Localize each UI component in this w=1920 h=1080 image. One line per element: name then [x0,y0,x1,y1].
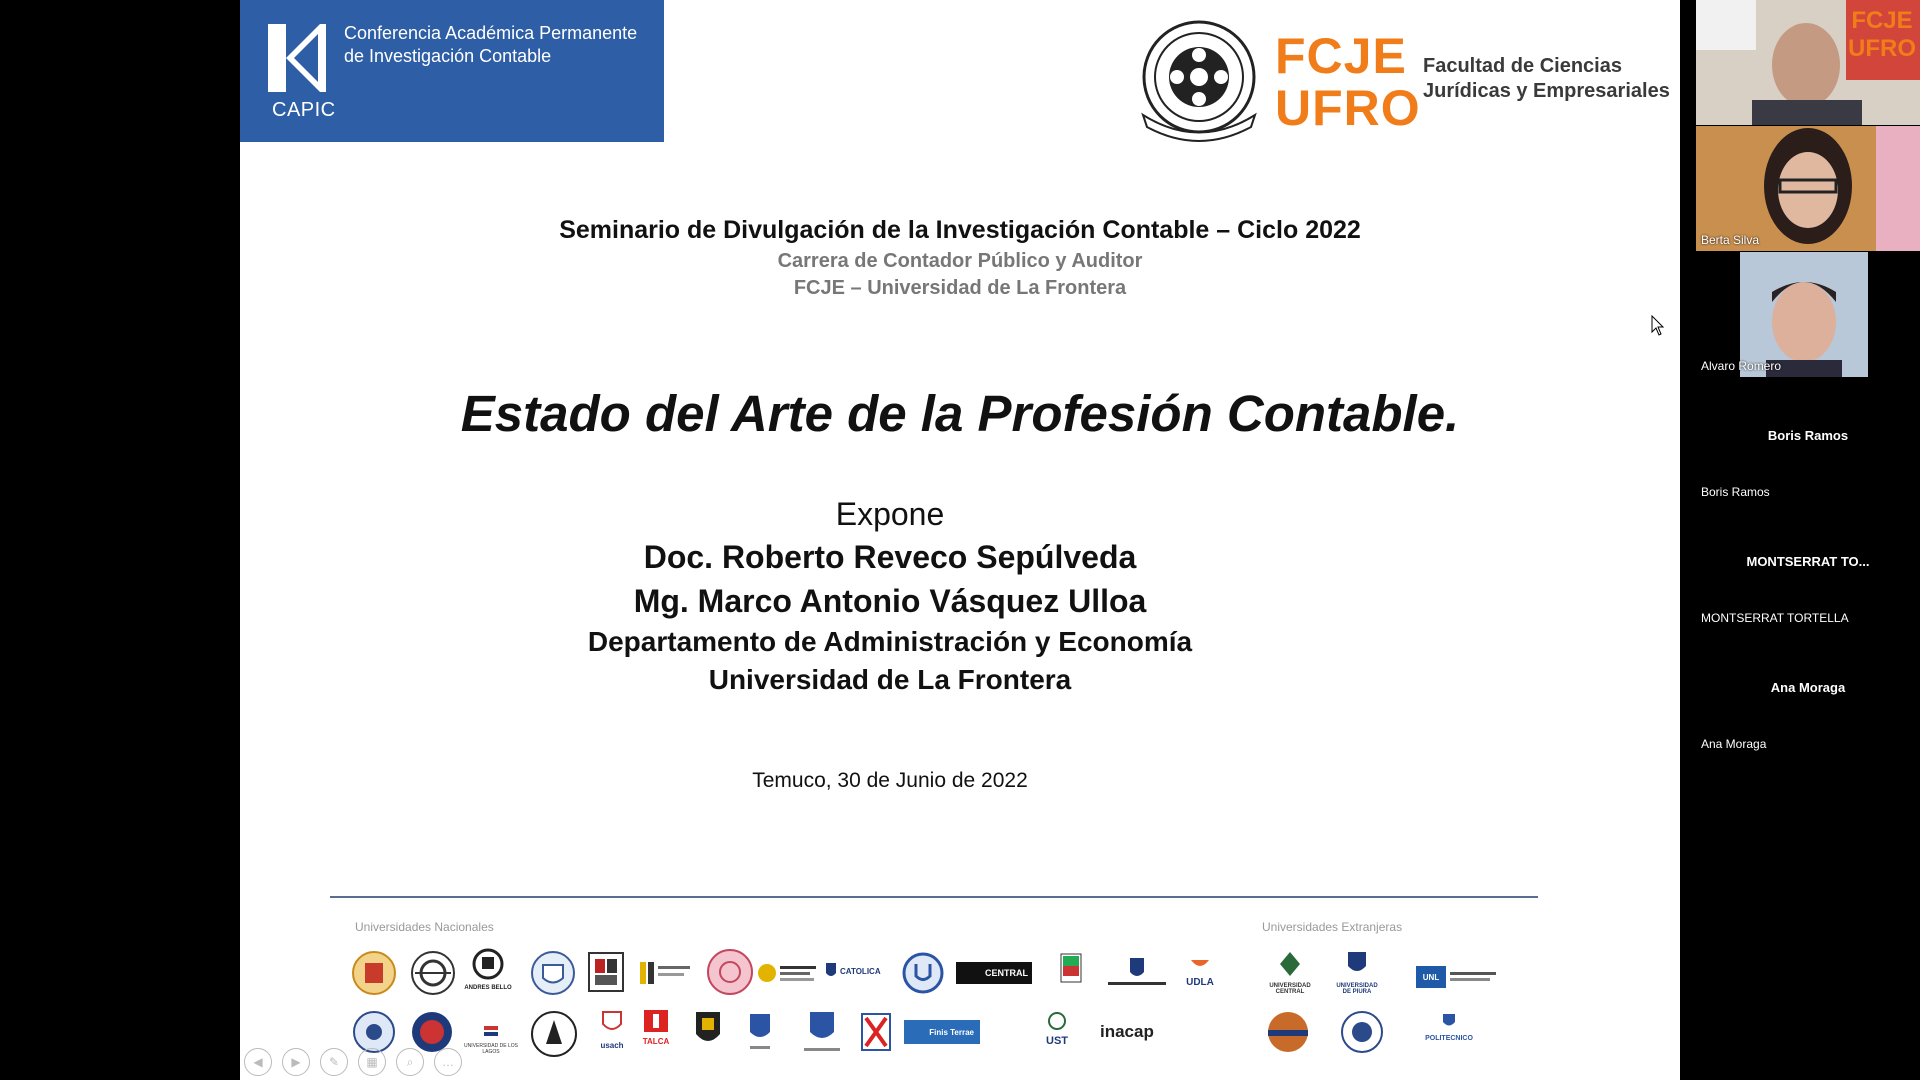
seminar-subtitle-1: Carrera de Contador Público y Auditor [777,250,1143,272]
seminar-subtitle-2: FCJE – Universidad de La Frontera [793,277,1127,299]
piura-text: UNIVERSIDAD DE PIURA [1336,983,1378,995]
capic-title [344,22,664,68]
andres-bello-emblem-icon [472,948,504,980]
presentation-slide [240,0,1680,1080]
catolica-logo [825,962,897,980]
los-lagos-text: UNIVERSIDAD DE LOS LAGOS [464,1043,518,1055]
participant-tile-montserrat-tortella[interactable] [1696,504,1920,629]
udla-text: UDLA [1186,977,1214,988]
left-black-area [0,0,240,1080]
capic-title-line1: Conferencia Académica Permanente [344,23,638,43]
ust-logo [1042,1012,1072,1047]
slideshow-prev-button[interactable]: ◀ [244,1048,272,1076]
ust-text: UST [1046,1035,1068,1047]
andres-bello-text: ANDRES BELLO [464,985,512,991]
fcje-logo-line1: FCJE [1275,28,1407,84]
university-logo-5-icon [586,950,626,994]
slideshow-pen-button[interactable]: ✎ [320,1048,348,1076]
main-title: Estado del Arte de la Profesión Contable. [460,385,1460,442]
university-logo-23-icon [800,1010,844,1056]
central-logo [956,962,1032,984]
inacap-text: inacap [1100,1022,1154,1041]
university-logo-18-icon [530,1010,578,1058]
participant-tile-boris-ramos[interactable] [1696,378,1920,503]
slideshow-more-button[interactable]: … [434,1048,462,1076]
capic-logo-icon [268,24,326,92]
catolica-shield-icon [825,962,837,980]
capic-title-line2: de Investigación Contable [344,46,552,66]
university-logo-12-icon [1056,950,1086,996]
ust-emblem-icon [1048,1012,1066,1030]
participant-display-name: MONTSERRAT TO... [1746,554,1870,569]
udla-emblem-icon [1189,956,1211,972]
u-central-ext-text: UNIVERSIDAD CENTRAL [1269,983,1311,995]
usach-text: usach [600,1041,624,1050]
speaker-1: Doc. Roberto Reveco Sepúlveda [643,539,1137,575]
university-logo-24-icon [860,1012,892,1052]
piura-emblem-icon [1345,950,1369,978]
finis-terrae-text: Finis Terrae [929,1027,974,1037]
participant-video-host [1696,0,1920,125]
politecnico-text: POLITECNICO [1425,1035,1473,1042]
usach-logo [596,1010,628,1050]
participant-tile-berta-silva[interactable] [1696,126,1920,251]
talca-emblem-icon [642,1010,670,1032]
piura-logo [1332,950,1382,995]
speaker-2: Mg. Marco Antonio Vásquez Ulloa [633,583,1147,619]
university-logo-2-icon [410,950,456,996]
participant-tile-host[interactable] [1696,0,1920,125]
university-logo-21-icon [688,1010,728,1056]
unl-wordmark-icon [1450,970,1500,984]
capic-label: CAPIC [272,99,336,121]
university-logo-10-icon [902,952,944,994]
central-text: CENTRAL [985,968,1028,978]
slideshow-zoom-button[interactable]: ⌕ [396,1048,424,1076]
slideshow-grid-button[interactable]: ▦ [358,1048,386,1076]
participant-display-name: Ana Moraga [1770,680,1846,695]
los-lagos-logo [462,1025,520,1055]
foreign-university-logo-1-icon [1266,1010,1310,1054]
participant-display-name: Boris Ramos [1767,428,1849,443]
participant-name: MONTSERRAT TORTELLA [1701,611,1849,625]
logos-extranjeras-label: Universidades Extranjeras [1262,920,1403,934]
u-central-ext-emblem-icon [1278,950,1302,978]
fcje-logo-line2: UFRO [1275,80,1421,136]
university-logo-6-icon [638,958,694,988]
capic-banner [240,0,664,142]
catolica-text: CATOLICA [840,966,881,976]
logos-nacionales-label: Universidades Nacionales [355,920,494,934]
university-logo-4-icon [530,950,576,996]
inacap-logo [1100,1022,1172,1042]
mouse-cursor-icon [1651,315,1665,337]
svg-text:UFRO: UFRO [1848,35,1916,62]
faculty-name-line1: Facultad de Ciencias [1423,55,1622,77]
university-logo-7-icon [706,948,754,996]
talca-logo [638,1010,674,1046]
andres-bello-logo [462,948,514,991]
politecnico-emblem-icon [1441,1012,1457,1030]
participant-tile-alvaro-romero[interactable] [1696,252,1920,377]
faculty-name [1423,54,1670,104]
unl-text: UNL [1422,972,1440,982]
slideshow-next-button[interactable]: ▶ [282,1048,310,1076]
usach-emblem-icon [601,1010,623,1036]
u-central-ext-logo [1262,950,1318,995]
expone-label: Expone [835,496,945,532]
participant-name: Ana Moraga [1701,737,1767,751]
participant-name: Alvaro Romero [1701,359,1782,373]
seminar-title: Seminario de Divulgación de la Investigación Contable – Ciclo 2022 [559,216,1361,244]
participant-tile-ana-moraga[interactable] [1696,630,1920,755]
university: Universidad de La Frontera [708,664,1072,695]
presentation-date: Temuco, 30 de Junio de 2022 [752,769,1028,792]
university-seal-icon [1133,15,1265,147]
participant-name: Boris Ramos [1701,485,1770,499]
udla-logo [1180,956,1220,988]
talca-text: TALCA [642,1037,670,1046]
participant-name: Berta Silva [1701,233,1760,247]
university-logo-13-icon [1104,955,1170,991]
fcje-ufro-logo [1275,30,1421,134]
politecnico-logo [1416,1012,1482,1042]
university-logo-22-icon [746,1012,774,1056]
svg-text:FCJE: FCJE [1851,7,1913,34]
unl-logo [1416,966,1446,988]
divider-line [330,896,1538,898]
foreign-university-logo-2-icon [1340,1010,1384,1054]
participants-panel [1680,0,1920,1080]
finis-terrae-logo [904,1020,980,1044]
department: Departamento de Administración y Economía [587,626,1193,657]
faculty-name-line2: Jurídicas y Empresariales [1423,80,1670,102]
university-logo-1-icon [351,950,397,996]
university-logo-8-icon [756,960,820,986]
los-lagos-emblem-icon [484,1026,498,1038]
